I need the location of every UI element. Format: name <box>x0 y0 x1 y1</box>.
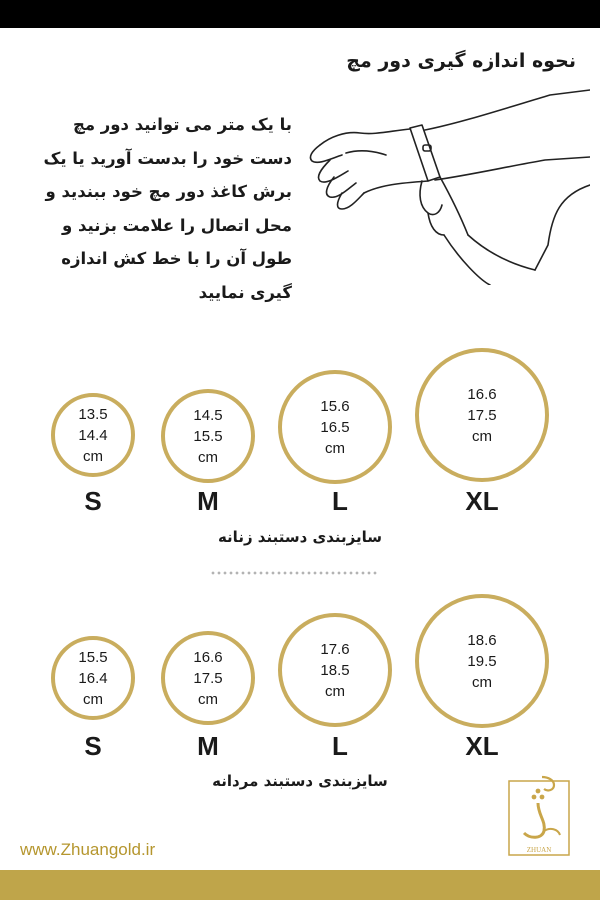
top-bar <box>0 0 600 28</box>
size-unit: cm <box>83 447 103 465</box>
size-min: 15.5 <box>78 648 108 666</box>
size-max: 14.4 <box>78 426 108 444</box>
instruction-line: طول آن را با خط کش اندازه <box>61 249 292 268</box>
size-label-men-xl: XL <box>465 731 499 761</box>
size-unit: cm <box>325 682 345 700</box>
men-sizes-caption: سایزبندی دستبند مردانه <box>212 772 388 790</box>
size-max: 17.5 <box>467 406 497 424</box>
instruction-line: محل اتصال را علامت بزنید و <box>62 215 292 235</box>
hand-measuring-wrist-icon <box>290 85 590 285</box>
instruction-line: برش کاغذ دور مچ خود ببندید و <box>45 182 292 201</box>
size-min: 14.5 <box>193 406 223 424</box>
instruction-line: دست خود را بدست آورید یا یک <box>43 148 292 168</box>
size-label-men-m: M <box>197 731 219 761</box>
size-label-women-m: M <box>197 486 219 516</box>
page-title: نحوه اندازه گیری دور مچ <box>346 50 576 72</box>
size-max: 19.5 <box>467 652 497 670</box>
size-unit: cm <box>472 673 492 691</box>
size-min: 17.6 <box>320 640 350 658</box>
size-ring-women-m <box>161 389 255 483</box>
dotted-divider <box>210 571 378 575</box>
size-min: 16.6 <box>467 385 497 403</box>
size-label-women-l: L <box>332 486 348 516</box>
size-max: 15.5 <box>193 427 223 445</box>
size-label-women-xl: XL <box>465 486 499 516</box>
size-max: 18.5 <box>320 661 350 679</box>
size-label-women-s: S <box>84 486 102 516</box>
bottom-bar <box>0 870 600 900</box>
size-ring-women-l <box>278 370 392 484</box>
size-max: 16.4 <box>78 669 108 687</box>
size-min: 13.5 <box>78 405 108 423</box>
size-ring-men-xl <box>415 594 549 728</box>
size-ring-men-l <box>278 613 392 727</box>
logo-text: ZHUAN <box>526 846 552 854</box>
website-link[interactable]: www.Zhuangold.ir <box>20 840 156 859</box>
size-label-men-l: L <box>332 731 348 761</box>
size-min: 15.6 <box>320 397 350 415</box>
measurement-instructions <box>22 108 292 309</box>
size-unit: cm <box>198 690 218 708</box>
size-ring-men-s <box>51 636 135 720</box>
size-unit: cm <box>472 427 492 445</box>
size-label-men-s: S <box>84 731 102 761</box>
size-unit: cm <box>325 439 345 457</box>
size-min: 16.6 <box>193 648 223 666</box>
size-ring-women-xl <box>415 348 549 482</box>
size-unit: cm <box>83 690 103 708</box>
size-ring-men-m <box>161 631 255 725</box>
instruction-line: گیری نمایید <box>198 282 292 302</box>
size-unit: cm <box>198 448 218 466</box>
size-ring-women-s <box>51 393 135 477</box>
women-sizes-caption: سایزبندی دستبند زنانه <box>217 528 383 546</box>
zhuan-logo-icon <box>508 775 570 857</box>
instruction-line: با یک متر می توانید دور مچ <box>72 115 292 134</box>
size-max: 16.5 <box>320 418 350 436</box>
size-min: 18.6 <box>467 631 497 649</box>
size-max: 17.5 <box>193 669 223 687</box>
